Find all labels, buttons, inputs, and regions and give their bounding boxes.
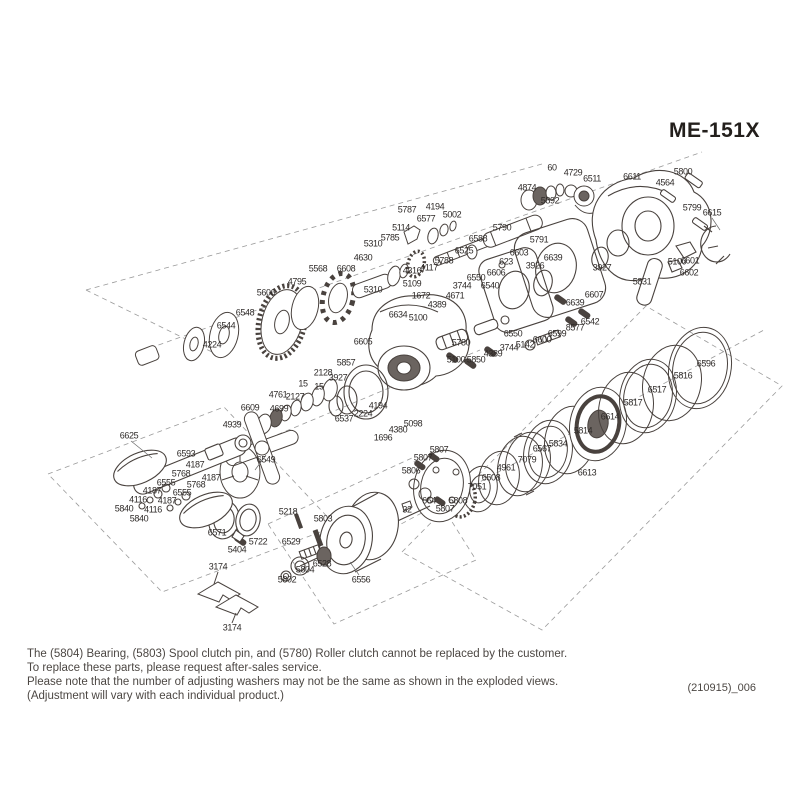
- part-label: 5840: [114, 503, 134, 514]
- part-label: 5892: [540, 195, 560, 206]
- part-label: 4187: [157, 495, 177, 506]
- part-label: 6625: [119, 430, 139, 441]
- part-label: 5310: [363, 284, 383, 295]
- part-label: 6555: [156, 477, 176, 488]
- part-label: 6599: [547, 328, 567, 339]
- part-label: 5310: [363, 238, 383, 249]
- part-label: 5100: [667, 256, 687, 267]
- part-label: 623: [499, 256, 513, 267]
- part-label: 4194: [425, 201, 445, 212]
- part-label: 5831: [632, 276, 652, 287]
- part-label: 3174: [208, 561, 228, 572]
- part-label: 5800: [673, 166, 693, 177]
- part-label: 5780: [451, 337, 471, 348]
- part-label: 5002: [442, 209, 462, 220]
- part-label: 2224: [353, 408, 373, 419]
- part-label: 5785: [380, 232, 400, 243]
- part-label: 6556: [351, 574, 371, 585]
- part-label: 5606: [256, 287, 276, 298]
- part-label: 5817: [623, 397, 643, 408]
- part-label: 5804: [295, 564, 315, 575]
- part-label: 6607: [584, 289, 604, 300]
- part-label: 6528: [312, 558, 332, 569]
- part-label: 4761: [268, 389, 288, 400]
- part-label: 6511: [583, 173, 601, 184]
- part-label: 1672: [411, 290, 431, 301]
- part-label: 3926: [525, 260, 545, 271]
- part-label: 6588: [468, 233, 488, 244]
- part-label: 3744: [499, 342, 519, 353]
- part-label: 6577: [416, 213, 436, 224]
- part-label: 3744: [452, 280, 472, 291]
- part-label: 4564: [655, 177, 675, 188]
- part-label: 5808: [448, 495, 468, 506]
- part-label: 5799: [682, 202, 702, 213]
- part-label: 5806: [401, 465, 421, 476]
- part-label: 5834: [548, 438, 568, 449]
- part-label: 5857: [336, 357, 356, 368]
- part-label: 6508: [481, 472, 501, 483]
- part-label: 6525: [454, 245, 474, 256]
- part-label: 5768: [171, 468, 191, 479]
- part-label: 5787: [397, 204, 417, 215]
- part-label: 4187: [142, 485, 162, 496]
- part-label: 5790: [492, 222, 512, 233]
- footnote-line: To replace these parts, please request after-sales service.: [27, 662, 322, 674]
- part-label: 6540: [480, 280, 500, 291]
- part-label: 4116: [144, 504, 162, 515]
- part-label: 32: [402, 504, 412, 515]
- part-label: 6600: [532, 334, 552, 345]
- part-label: 4961: [496, 462, 516, 473]
- part-label: 4187: [185, 459, 205, 470]
- part-label: 2127: [285, 391, 305, 402]
- part-label: 6605: [353, 336, 373, 347]
- part-label: 5100: [408, 312, 428, 323]
- part-label: 4389: [427, 299, 447, 310]
- page-title: ME-151X: [668, 119, 760, 142]
- part-label: 7079: [517, 454, 537, 465]
- part-label: 5807: [413, 452, 433, 463]
- part-label: 5142: [515, 339, 535, 350]
- part-label: 6550: [503, 328, 523, 339]
- part-label: 4117: [420, 262, 438, 273]
- part-label: 4630: [353, 252, 373, 263]
- part-label: 4699: [269, 403, 289, 414]
- part-label: 6544: [216, 320, 236, 331]
- part-label: 6602: [679, 267, 699, 278]
- footnotes: [27, 647, 567, 703]
- part-label: 5568: [308, 263, 328, 274]
- part-label: 4671: [445, 290, 465, 301]
- part-label: 5850: [466, 354, 486, 365]
- part-label: 7051: [467, 481, 487, 492]
- part-label: 6555: [172, 487, 192, 498]
- part-label: 6606: [486, 267, 506, 278]
- part-label: 6537: [334, 413, 354, 424]
- part-label: 6601: [680, 255, 700, 266]
- part-label: 4194: [368, 400, 388, 411]
- part-label: 5788: [434, 255, 454, 266]
- part-label: 6634: [388, 309, 408, 320]
- part-label: 6550: [466, 272, 486, 283]
- part-label: 4389: [483, 348, 503, 359]
- part-label: 5109: [402, 278, 422, 289]
- part-label: 4874: [517, 182, 537, 193]
- document-code: (210915)_006: [687, 682, 756, 694]
- part-label: 5404: [227, 544, 247, 555]
- part-label: 6593: [176, 448, 196, 459]
- part-label: 5098: [403, 418, 423, 429]
- part-label: 5816: [673, 370, 693, 381]
- part-label: 5768: [186, 479, 206, 490]
- part-label: 4187: [201, 472, 221, 483]
- part-label: 664: [422, 495, 436, 506]
- part-label: 6542: [580, 316, 600, 327]
- part-label: 6529: [281, 536, 301, 547]
- footnote-line: (Adjustment will vary with each individual product.): [27, 690, 284, 702]
- part-label: 1696: [373, 432, 393, 443]
- part-label: 4116: [129, 494, 147, 505]
- part-label: 60: [547, 162, 557, 173]
- part-label: 8577: [565, 322, 585, 333]
- part-label: 2128: [313, 367, 333, 378]
- part-label: 6567: [532, 443, 552, 454]
- part-label: 6548: [235, 307, 255, 318]
- part-label: 4380: [388, 424, 408, 435]
- part-label: 5722: [248, 536, 268, 547]
- part-label: 5802: [277, 574, 297, 585]
- part-label: 6571: [207, 527, 227, 538]
- part-label: 4729: [563, 167, 583, 178]
- part-label: 5803: [313, 513, 333, 524]
- part-label: 6639: [565, 297, 585, 308]
- part-label: 6608: [336, 263, 356, 274]
- part-label: 5791: [529, 234, 549, 245]
- part-label: 6614: [600, 411, 620, 422]
- part-label: 4224: [202, 339, 222, 350]
- part-label: 4939: [222, 419, 242, 430]
- part-label: 6603: [509, 247, 529, 258]
- footnote-line: Please note that the number of adjusting washers may not be the same as shown in the exploded views.: [27, 676, 559, 688]
- part-label: 3927: [328, 372, 348, 383]
- part-label: 5807: [429, 444, 449, 455]
- part-label: 6613: [577, 467, 597, 478]
- part-label: 5814: [573, 425, 593, 436]
- part-label: 6615: [702, 207, 722, 218]
- part-label: 6609: [240, 402, 260, 413]
- part-label: 5100: [446, 354, 466, 365]
- footnote-line: The (5804) Bearing, (5803) Spool clutch pin, and (5780) Roller clutch cannot be replaced by the customer.: [27, 648, 568, 660]
- part-label: 6549: [256, 454, 276, 465]
- part-label: 3927: [592, 262, 612, 273]
- part-label: 15: [298, 378, 308, 389]
- part-label: 4316: [402, 265, 422, 276]
- part-label: 5114: [392, 222, 410, 233]
- part-label: 6596: [696, 358, 716, 369]
- part-label: 15: [314, 381, 324, 392]
- part-label: 5807: [435, 503, 455, 514]
- part-label: 4795: [287, 276, 307, 287]
- part-label: 5218: [278, 506, 298, 517]
- part-label: 3174: [222, 622, 242, 633]
- part-label: 6517: [647, 384, 667, 395]
- part-label: 6639: [543, 252, 563, 263]
- part-label: 5840: [129, 513, 149, 524]
- part-label: 6611: [623, 171, 641, 182]
